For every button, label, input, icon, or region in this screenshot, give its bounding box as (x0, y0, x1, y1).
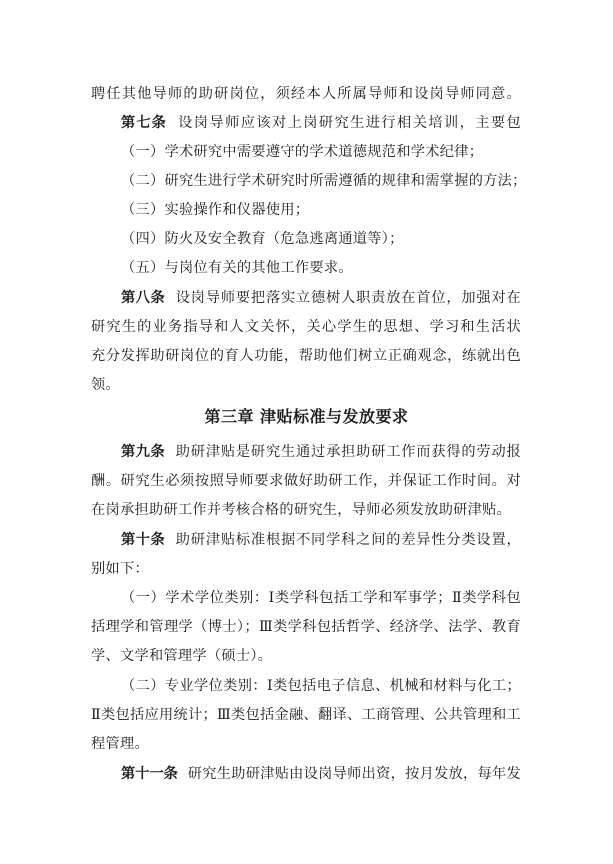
paragraph-line (91, 84, 521, 104)
article-11-heading (121, 764, 521, 784)
article-10-item-2-line-2: Ⅱ类包括应用统计；Ⅲ类包括金融、翻译、工商管理、公共管理和工 (91, 707, 521, 723)
chapter-3-title: 第三章 津贴标准与发放要求 (204, 407, 409, 426)
article-11-label: 第十一条 (121, 766, 178, 782)
article-10-item-1-line-3: 学、文学和管理学（硕士）。 (91, 648, 273, 664)
article-8-line-2: 研究生的业务指导和人文关怀，关心学生的思想、学习和生活状 (91, 319, 521, 335)
article-8-line-4: 领。 (91, 377, 120, 393)
article-7-item-2: （二）研究生进行学术研究时所需遵循的规律和需掌握的方法； (121, 173, 527, 189)
article-10-item-1-line-1: （一）学术学位类别：Ⅰ类学科包括工学和军事学；Ⅱ类学科包 (121, 590, 521, 606)
article-9-heading (121, 442, 521, 462)
article-7-item-4: （四）防火及安全教育（危急逃离通道等）； (121, 231, 404, 247)
article-8-heading (121, 288, 521, 308)
article-10-heading (121, 530, 521, 550)
article-10-item-2-line-3: 程管理。 (91, 736, 149, 752)
article-9-label: 第九条 (121, 444, 166, 460)
article-7-item-3: （三）实验操作和仪器使用； (121, 202, 310, 218)
article-10-label: 第十条 (121, 532, 166, 548)
article-7-item-5: （五）与岗位有关的其他工作要求。 (121, 260, 353, 276)
article-8-line-3: 充分发挥助研岗位的育人功能，帮助他们树立正确观念，练就出色 (91, 348, 521, 364)
article-8-text: 设岗导师要把落实立德树人职责放在首位，加强对在 (175, 290, 521, 306)
article-7-heading (121, 113, 521, 133)
article-9-text: 助研津贴是研究生通过承担助研工作而获得的劳动报 (175, 444, 521, 460)
article-7-item-1: （一）学术研究中需要遵守的学术道德规范和学术纪律； (121, 144, 484, 160)
article-11-text: 研究生助研津贴由设岗导师出资，按月发放，每年发 (187, 766, 521, 782)
line-text: 聘任其他导师的助研岗位，须经本人所属导师和设岗导师同意。 (91, 86, 521, 102)
article-9-line-3: 在岗承担助研工作并考核合格的研究生，导师必须发放助研津贴。 (91, 502, 512, 518)
article-10-item-2-line-1: （二）专业学位类别：Ⅰ类包括电子信息、机械和材料与化工； (121, 678, 521, 694)
article-7-text: 设岗导师应该对上岗研究生进行相关培训，主要包 (177, 115, 521, 131)
article-9-line-2: 酬。研究生必须按照导师要求做好助研工作，并保证工作时间。对 (91, 473, 521, 489)
article-10-line-2: 别如下： (91, 561, 149, 577)
article-8-label: 第八条 (121, 290, 166, 306)
article-7-label: 第七条 (121, 115, 168, 131)
article-10-item-1-line-2: 括理学和管理学（博士）；Ⅲ类学科包括哲学、经济学、法学、教育 (91, 619, 521, 635)
article-10-text: 助研津贴标准根据不同学科之间的差异性分类设置， (175, 532, 521, 548)
